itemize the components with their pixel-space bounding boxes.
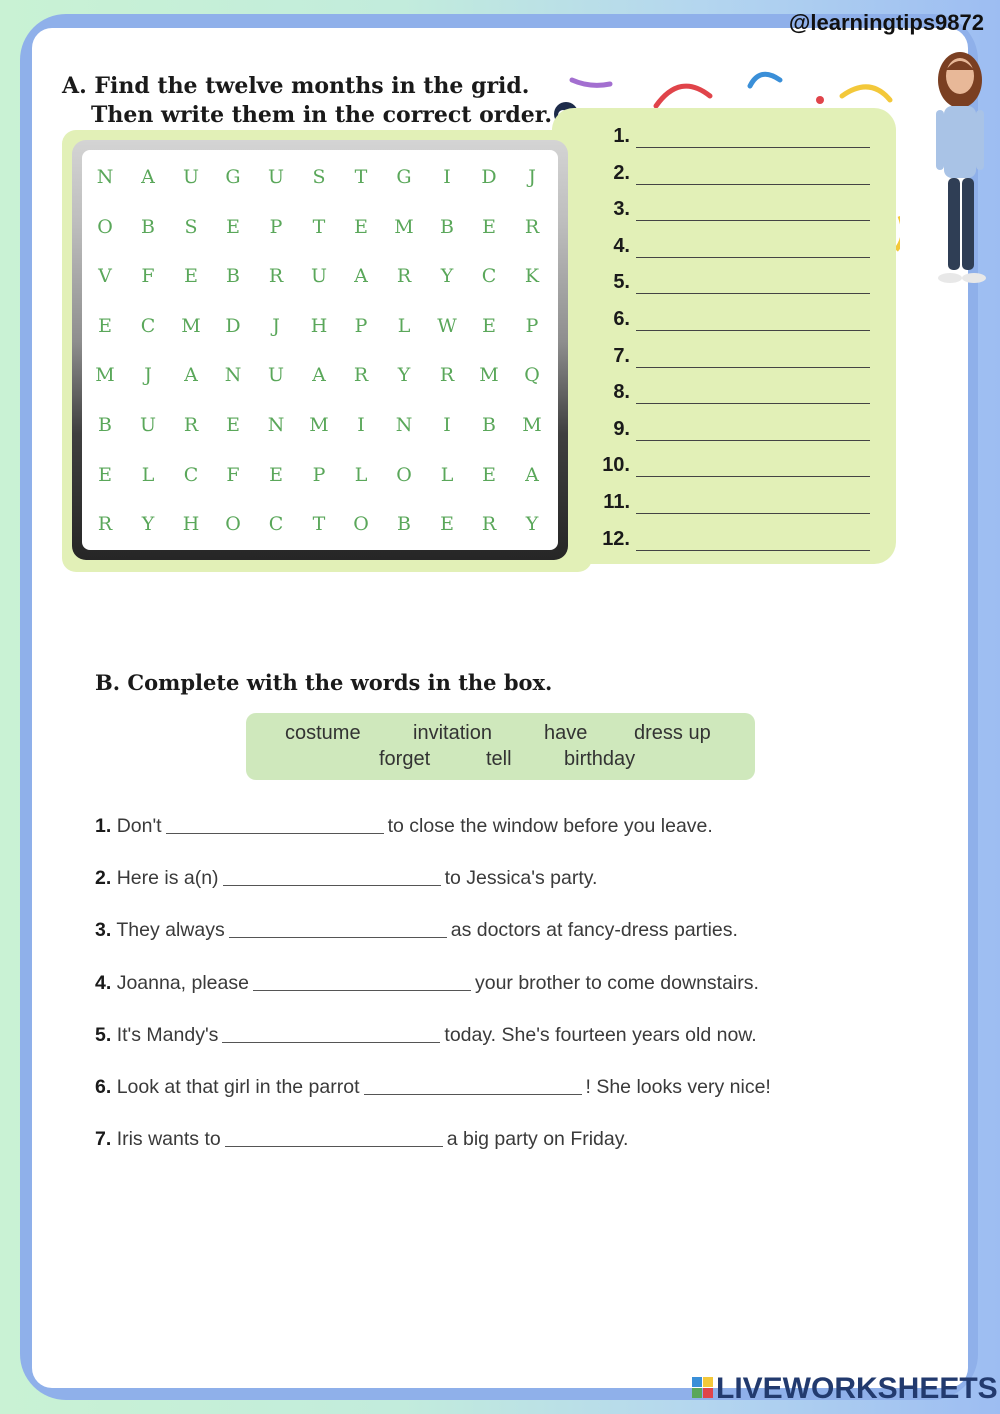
grid-letter[interactable]: U	[267, 364, 284, 387]
answer-number: 10.	[602, 454, 630, 477]
grid-letter[interactable]: C	[481, 265, 497, 288]
grid-letter[interactable]: O	[396, 463, 412, 486]
word-box-item: have	[544, 722, 588, 744]
grid-letter[interactable]: N	[224, 364, 242, 387]
word-box-item: forget	[379, 748, 431, 770]
grid-letter[interactable]: J	[272, 314, 280, 337]
answer-line	[600, 340, 880, 370]
answer-line	[600, 157, 880, 187]
sentence-6	[95, 1074, 771, 1102]
grid-letter[interactable]: O	[97, 215, 113, 238]
section-b-title: B. Complete with the words in the box.	[95, 670, 553, 695]
sentence-text-before: Iris wants to	[116, 1128, 221, 1151]
grid-letter[interactable]: M	[181, 314, 201, 337]
sentence-number: 6.	[95, 1076, 112, 1098]
grid-letter[interactable]: R	[97, 513, 113, 536]
grid-letter[interactable]: A	[141, 166, 155, 188]
answer-number: 7.	[613, 344, 630, 367]
answer-input-3[interactable]	[636, 220, 870, 221]
grid-letter[interactable]: U	[182, 166, 199, 188]
answer-number: 4.	[613, 234, 630, 257]
grid-letter[interactable]: C	[268, 513, 284, 536]
grid-letter[interactable]: L	[397, 314, 411, 337]
word-box-item: tell	[486, 748, 512, 770]
grid-letter[interactable]: B	[397, 513, 411, 536]
section-a-title-line2-row	[62, 101, 578, 130]
answer-number: 8.	[613, 381, 630, 404]
sentence-text-before: Here is a(n)	[116, 867, 219, 890]
grid-letter[interactable]: P	[312, 463, 326, 486]
section-a-title-line2: Then write them in the correct order.	[91, 102, 552, 128]
sentence-number: 7.	[95, 1128, 112, 1151]
answer-input-5[interactable]	[636, 293, 870, 294]
grid-letter[interactable]: R	[396, 265, 412, 288]
answer-line	[600, 486, 880, 516]
grid-letter[interactable]: H	[182, 513, 200, 536]
answer-input-8[interactable]	[636, 403, 870, 404]
grid-letter[interactable]: N	[96, 166, 114, 188]
grid-letter[interactable]: F	[226, 463, 240, 486]
creator-handle: @learningtips9872	[788, 10, 984, 35]
grid-letter[interactable]: E	[98, 314, 112, 337]
grid-letter[interactable]: Y	[440, 265, 454, 288]
grid-letter[interactable]: R	[268, 265, 284, 288]
answer-input-11[interactable]	[636, 513, 870, 514]
grid-letter[interactable]: A	[184, 364, 198, 387]
word-box-item: costume	[285, 722, 361, 744]
answer-line	[600, 266, 880, 296]
grid-letter[interactable]: J	[528, 166, 536, 188]
sentence-blank-input[interactable]	[223, 865, 441, 886]
grid-letter[interactable]: T	[354, 166, 368, 188]
grid-letter[interactable]: E	[226, 215, 240, 238]
word-box-item: birthday	[564, 748, 636, 770]
answer-line	[600, 376, 880, 406]
answer-input-10[interactable]	[636, 476, 870, 477]
grid-letter[interactable]: P	[525, 314, 539, 337]
answer-input-7[interactable]	[636, 367, 870, 368]
grid-letter[interactable]: Q	[524, 364, 540, 387]
teacher-avatar-image	[926, 40, 1000, 292]
sentence-7	[95, 1126, 628, 1154]
grid-letter[interactable]: B	[226, 265, 240, 288]
sentence-text-before: It's Mandy's	[116, 1023, 219, 1046]
grid-letter[interactable]: M	[479, 364, 499, 387]
grid-letter[interactable]: C	[140, 314, 156, 337]
grid-letter[interactable]: E	[226, 414, 240, 436]
answer-input-9[interactable]	[636, 440, 870, 441]
answer-line	[600, 449, 880, 479]
liveworksheets-logo-icon	[692, 1377, 714, 1399]
section-a-title	[62, 72, 578, 130]
grid-letter[interactable]: E	[269, 463, 283, 486]
grid-letter[interactable]: R	[524, 215, 540, 238]
answer-line	[600, 230, 880, 260]
grid-letter[interactable]: R	[481, 513, 497, 536]
grid-letter[interactable]: J	[144, 364, 152, 387]
grid-letter[interactable]: N	[267, 414, 285, 436]
grid-letter[interactable]: E	[482, 463, 496, 486]
grid-letter[interactable]: U	[139, 414, 156, 436]
word-box	[246, 713, 755, 780]
grid-letter[interactable]: U	[310, 265, 327, 288]
answer-input-4[interactable]	[636, 257, 870, 258]
sentence-blank-input[interactable]	[225, 1126, 443, 1147]
sentence-blank-input[interactable]	[166, 813, 384, 834]
grid-letter[interactable]: P	[354, 314, 368, 337]
grid-letter[interactable]: V	[98, 265, 112, 288]
grid-letter[interactable]: B	[482, 414, 496, 436]
sentence-text-after: to Jessica's party.	[444, 867, 598, 890]
grid-letter[interactable]: B	[141, 215, 155, 238]
word-search-grid	[82, 150, 558, 550]
answer-line	[600, 413, 880, 443]
grid-letter[interactable]: D	[225, 314, 241, 337]
sentence-1	[95, 813, 713, 841]
grid-letter[interactable]: I	[357, 414, 365, 436]
sentence-blank-input[interactable]	[222, 1022, 440, 1043]
grid-letter[interactable]: S	[312, 166, 326, 188]
grid-letter[interactable]: L	[141, 463, 155, 486]
sentence-number: 4.	[95, 971, 112, 994]
grid-letter[interactable]: L	[354, 463, 368, 486]
answer-number: 2.	[613, 161, 630, 184]
grid-letter[interactable]: T	[312, 513, 326, 536]
grid-letter[interactable]: Y	[141, 513, 155, 536]
grid-letter[interactable]: M	[522, 414, 542, 436]
answer-input-12[interactable]	[636, 550, 870, 551]
grid-letter[interactable]: A	[525, 463, 539, 486]
grid-letter[interactable]: L	[440, 463, 454, 486]
grid-letter[interactable]: M	[95, 364, 115, 387]
grid-letter[interactable]: B	[98, 414, 112, 436]
sentence-number: 5.	[95, 1023, 112, 1046]
liveworksheets-logo	[692, 1372, 998, 1406]
sentence-number: 3.	[95, 919, 112, 942]
grid-letter[interactable]: R	[353, 364, 369, 387]
grid-letter[interactable]: E	[98, 463, 112, 486]
grid-letter[interactable]: G	[396, 166, 412, 188]
sentence-3	[95, 917, 738, 945]
sentence-number: 2.	[95, 867, 112, 890]
grid-letter[interactable]: G	[225, 166, 241, 188]
answer-input-2[interactable]	[636, 184, 870, 185]
answer-number: 3.	[613, 198, 630, 221]
grid-letter[interactable]: F	[141, 265, 155, 288]
sentence-5	[95, 1022, 757, 1050]
grid-letter[interactable]: Y	[397, 364, 411, 387]
grid-letter[interactable]: D	[481, 166, 497, 188]
grid-letter[interactable]: N	[395, 414, 413, 436]
grid-letter[interactable]: P	[269, 215, 283, 238]
sentence-text-before: Don't	[116, 815, 162, 837]
grid-letter[interactable]: H	[310, 314, 328, 337]
answer-line	[600, 303, 880, 333]
grid-letter[interactable]: M	[309, 414, 329, 436]
grid-letter[interactable]: T	[312, 215, 326, 238]
grid-letter[interactable]: W	[437, 314, 457, 337]
grid-letter[interactable]: K	[524, 265, 540, 288]
grid-letter[interactable]: M	[394, 215, 414, 238]
grid-letter[interactable]: O	[353, 513, 369, 536]
grid-letter[interactable]: E	[354, 215, 368, 238]
answer-number: 1.	[613, 125, 630, 147]
sentence-text-after: today. She's fourteen years old now.	[444, 1023, 757, 1046]
answer-input-1[interactable]	[636, 147, 870, 148]
sentence-text-after: as doctors at fancy-dress parties.	[450, 919, 738, 942]
sentence-number: 1.	[95, 815, 112, 837]
sentence-blank-input[interactable]	[229, 917, 447, 938]
word-box-item: dress up	[634, 722, 711, 744]
answer-line	[600, 523, 880, 553]
grid-letter[interactable]: I	[443, 166, 451, 188]
grid-letter[interactable]: A	[354, 265, 368, 288]
grid-letter[interactable]: U	[267, 166, 284, 188]
grid-letter[interactable]: I	[443, 414, 451, 436]
grid-letter[interactable]: S	[184, 215, 198, 238]
answer-number: 6.	[613, 308, 630, 330]
sentence-text-after: ! She looks very nice!	[585, 1076, 771, 1098]
answer-number: 12.	[602, 527, 630, 550]
answer-number: 5.	[613, 271, 630, 294]
sentence-text-before: Look at that girl in the parrot	[116, 1076, 360, 1098]
grid-letter[interactable]: B	[440, 215, 454, 238]
sentence-text-after: your brother to come downstairs.	[474, 971, 759, 994]
sentence-blank-input[interactable]	[364, 1074, 582, 1095]
answer-line	[600, 120, 880, 150]
liveworksheets-logo-text: LIVEWORKSHEETS	[716, 1372, 998, 1405]
answer-line	[600, 193, 880, 223]
answer-input-6[interactable]	[636, 330, 870, 331]
grid-letter[interactable]: E	[482, 314, 496, 337]
sentence-text-before: Joanna, please	[116, 971, 249, 994]
grid-letter[interactable]: A	[312, 364, 326, 387]
sentence-text-after: a big party on Friday.	[446, 1128, 629, 1151]
sentence-text-after: to close the window before you leave.	[387, 815, 713, 837]
grid-letter[interactable]: E	[184, 265, 198, 288]
grid-letter[interactable]: E	[482, 215, 496, 238]
grid-letter[interactable]: E	[440, 513, 454, 536]
grid-letter[interactable]: O	[225, 513, 241, 536]
answer-number: 9.	[613, 417, 630, 440]
grid-letter[interactable]: C	[183, 463, 199, 486]
grid-letter[interactable]: R	[439, 364, 455, 387]
word-box-item: invitation	[413, 722, 492, 744]
sentence-4	[95, 970, 759, 998]
grid-letter[interactable]: R	[183, 414, 199, 436]
section-a-title-line1: A. Find the twelve months in the grid.	[62, 73, 530, 99]
sentence-blank-input[interactable]	[253, 970, 471, 991]
sentence-2	[95, 865, 597, 893]
sentence-text-before: They always	[116, 919, 225, 942]
answer-number: 11.	[603, 491, 630, 513]
grid-letter[interactable]: Y	[525, 513, 539, 536]
